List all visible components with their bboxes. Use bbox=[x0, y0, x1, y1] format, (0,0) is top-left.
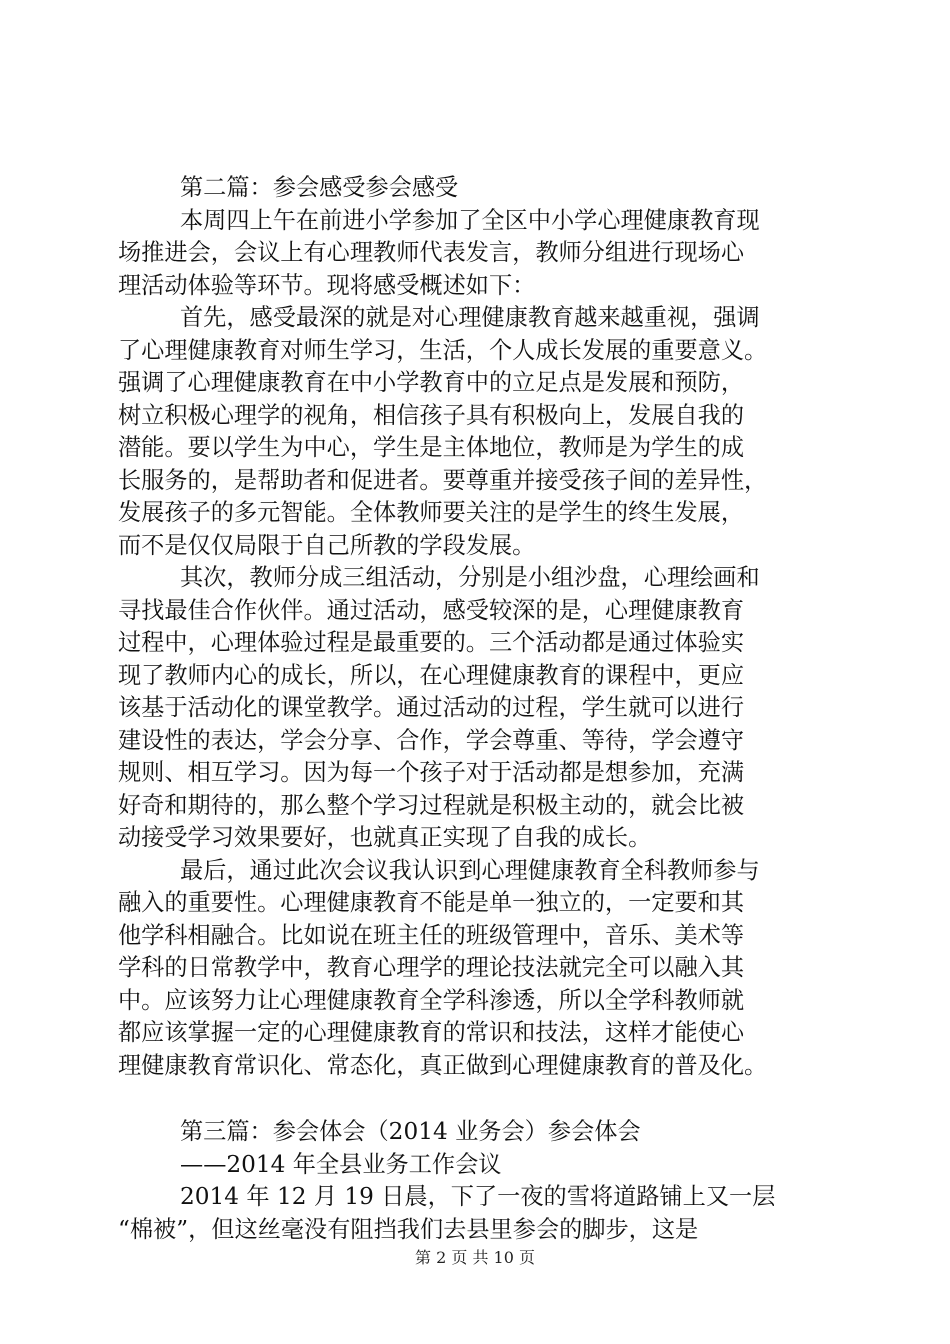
text-line: 现了教师内心的成长，所以，在心理健康教育的课程中，更应 bbox=[118, 661, 745, 689]
text-line: 本周四上午在前进小学参加了全区中小学心理健康教育现 bbox=[180, 206, 760, 234]
text-line: 建设性的表达，学会分享、合作，学会尊重、等待，学会遵守 bbox=[118, 726, 745, 754]
text-line: 场推进会，会议上有心理教师代表发言，教师分组进行现场心 bbox=[118, 239, 745, 266]
text-line: 理活动体验等环节。现将感受概述如下： bbox=[118, 271, 536, 299]
text-line: 首先，感受最深的就是对心理健康教育越来越重视，强调 bbox=[180, 304, 760, 331]
text-line: 长服务的，是帮助者和促进者。要尊重并接受孩子间的差异性， bbox=[118, 466, 768, 494]
text-line: 融入的重要性。心理健康教育不能是单一独立的，一定要和其 bbox=[118, 889, 745, 916]
text-line: 了心理健康教育对师生学习，生活，个人成长发展的重要意义。 bbox=[118, 336, 768, 364]
text-line: 最后，通过此次会议我认识到心理健康教育全科教师参与 bbox=[180, 856, 760, 884]
text-line: 中。应该努力让心理健康教育全学科渗透，所以全学科教师就 bbox=[118, 986, 745, 1014]
page-footer: 第 2 页 共 10 页 bbox=[415, 1248, 535, 1267]
text-line: 发展孩子的多元智能。全体教师要关注的是学生的终生发展， bbox=[118, 499, 745, 526]
text-line: 他学科相融合。比如说在班主任的班级管理中，音乐、美术等 bbox=[118, 921, 745, 949]
text-line: 过程中，心理体验过程是最重要的。三个活动都是通过体验实 bbox=[118, 629, 745, 656]
text-line: 树立积极心理学的视角，相信孩子具有积极向上，发展自我的 bbox=[118, 401, 745, 429]
text-line: “棉被”，但这丝毫没有阻挡我们去县里参会的脚步，这是 bbox=[118, 1215, 699, 1243]
text-line: 都应该掌握一定的心理健康教育的常识和技法，这样才能使心 bbox=[118, 1019, 745, 1046]
text-line: 其次，教师分成三组活动，分别是小组沙盘，心理绘画和 bbox=[180, 564, 760, 591]
document-body bbox=[118, 172, 836, 1246]
section-title: 第二篇：参会感受参会感受 bbox=[180, 174, 459, 201]
text-line: 潜能。要以学生为中心，学生是主体地位，教师是为学生的成 bbox=[118, 434, 745, 461]
text-line: 好奇和期待的，那么整个学习过程就是积极主动的，就会比被 bbox=[118, 791, 745, 819]
text-line: 强调了心理健康教育在中小学教育中的立足点是发展和预防， bbox=[118, 369, 745, 396]
text-line: 规则、相互学习。因为每一个孩子对于活动都是想参加，充满 bbox=[118, 759, 745, 786]
paragraph bbox=[118, 855, 836, 1083]
paragraph bbox=[118, 205, 836, 303]
text-line: 动接受学习效果要好，也就真正实现了自我的成长。 bbox=[118, 824, 652, 851]
paragraph bbox=[118, 302, 836, 562]
text-line: 该基于活动化的课堂教学。通过活动的过程，学生就可以进行 bbox=[118, 694, 745, 721]
section-gap bbox=[118, 1082, 836, 1116]
paragraph bbox=[118, 562, 836, 855]
paragraph bbox=[118, 1181, 836, 1246]
text-line: 学科的日常教学中，教育心理学的理论技法就完全可以融入其 bbox=[118, 954, 745, 981]
text-line: 理健康教育常识化、常态化，真正做到心理健康教育的普及化。 bbox=[118, 1051, 768, 1079]
text-line: 而不是仅仅局限于自己所教的学段发展。 bbox=[118, 531, 536, 559]
text-line: 2014 年 12 月 19 日晨，下了一夜的雪将道路铺上又一层 bbox=[180, 1183, 776, 1210]
text-line: 寻找最佳合作伙伴。通过活动，感受较深的是，心理健康教育 bbox=[118, 596, 745, 624]
section-title: 第三篇：参会体会（2014 业务会）参会体会 bbox=[180, 1118, 641, 1145]
section-subtitle: ——2014 年全县业务工作会议 bbox=[180, 1150, 502, 1178]
